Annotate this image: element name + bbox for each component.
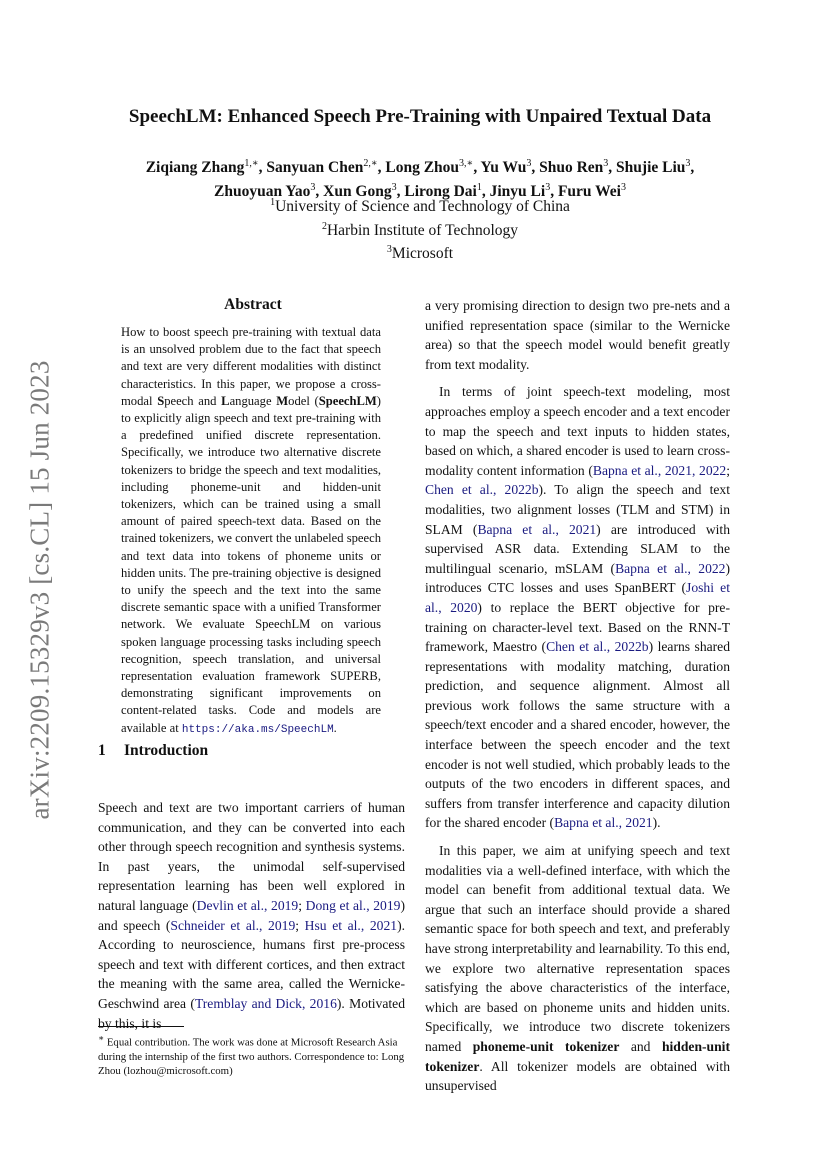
affiliation-name: University of Science and Technology of China: [275, 198, 570, 216]
citation-link[interactable]: Dong et al., 2019: [305, 897, 401, 913]
abstract-heading: Abstract: [224, 296, 282, 313]
citation-link[interactable]: Chen et al., 2022b: [425, 482, 539, 498]
body-text: ) are introduced with supervised ASR data. Extending SLAM to the multilingual scenario, mSLAM (: [425, 521, 730, 576]
abstract-bold: SpeechLM: [318, 393, 377, 408]
body-text: In this paper, we aim at unifying speech and text modalities via a well-defined interface, with which the model can benefit from additional textual data. We argue that such an interface should provide a shared semantic space for both speech and text, and preferably have strong interpretability and learnability. To this end, we explore two alternative representation spaces satisfying the above characteristics of the interface, which are based on phoneme units and hidden units. Specifically, we introduce two discrete tokenizers named: [425, 843, 730, 1054]
footnote-mark: ∗: [98, 1033, 105, 1043]
abstract-bold: S: [157, 393, 165, 408]
author: Shujie Liu: [616, 159, 686, 177]
author: Sanyuan Chen: [266, 159, 364, 177]
section-title: Introduction: [124, 742, 209, 759]
paragraph: [425, 841, 730, 1096]
author: Lirong Dai: [404, 182, 477, 200]
body-text: ) introduces CTC losses and uses SpanBERT (: [425, 560, 730, 596]
abstract-text: peech: [164, 393, 194, 408]
abstract-text: and: [193, 393, 222, 408]
body-text: Speech and text are two important carriers of human communication, and they can be converted into each other through speech recognition and synthesis systems. In past years, the unimodal self-supervised representation learning has been well explored in natural language (: [98, 800, 405, 913]
author-sup: 3,∗: [459, 158, 474, 169]
citation-link[interactable]: Tremblay and Dick, 2016: [194, 995, 337, 1011]
author-sup: 3: [310, 181, 316, 193]
author: Shuo Ren: [539, 159, 604, 177]
body-text: ). According to neuroscience, humans first pre-process speech and text with different cortices, and then extract the meaning with the same area, called the Wernicke-Geschwind area (: [98, 917, 405, 1011]
abstract-text: ) to explicitly align speech and text pre-training with a predefined unified discrete representation. Specifically, we introduce two alternative discrete tokenizers to bridge the speech and text modalities, including phoneme-unit and hidden-unit tokenizers, which can be trained using a small amount of paired speech-text data. Based on the trained tokenizers, we convert the unlabeled speech and text data into tokens of phoneme units or hidden units. The pre-training objective is designed to unify the speech and the text into the same discrete semantic space with a unified Transformer network. We evaluate SpeechLM on various spoken language processing tasks including speech recognition, speech translation, and universal representation evaluation framework SUPERB, demonstrating significant improvements on content-related tasks. Code and models are available at: [121, 393, 381, 735]
affiliation: [60, 240, 780, 264]
body-text: ;: [726, 462, 730, 478]
body-text: ) and speech (: [98, 897, 405, 933]
footnote-divider: [98, 1026, 184, 1027]
affiliation-name: Harbin Institute of Technology: [326, 221, 519, 239]
author-sup: 3: [526, 158, 532, 169]
body-text: ;: [298, 897, 306, 913]
footnote: [98, 1031, 408, 1079]
author-sup: 3: [620, 181, 626, 193]
author: Long Zhou: [385, 159, 460, 177]
author-sup: 1: [476, 181, 482, 193]
citation-link[interactable]: Bapna et al., 2021, 2022: [592, 462, 727, 478]
body-text: ). Motivated by this, it is: [98, 995, 405, 1031]
affiliation-list: [60, 193, 780, 264]
right-column: [425, 296, 730, 1096]
bold-term: hidden-unit tokenizer: [425, 1038, 730, 1074]
code-link[interactable]: https://aka.ms/SpeechLM: [181, 723, 334, 736]
citation-link[interactable]: Chen et al., 2022b: [546, 639, 649, 655]
abstract-text: How to boost speech pre-training with textual data is an unsolved problem due to the fact that speech and text are very different modalities with distinct characteristics. In this paper, we propose a cross-modal: [121, 325, 381, 408]
affiliation: [60, 193, 780, 217]
author-sup: 2,∗: [363, 158, 378, 169]
body-text: ). To align the speech and text modalities, two alignment losses (TLM and STM) in SLAM (: [425, 482, 730, 537]
author: Ziqiang Zhang: [145, 159, 245, 177]
author: Xun Gong: [323, 182, 392, 200]
author-sup: 1,∗: [244, 158, 259, 169]
paragraph: [425, 382, 730, 833]
section-heading: [98, 742, 208, 760]
author: Yu Wu: [480, 159, 527, 177]
affiliation: [60, 217, 780, 241]
citation-link[interactable]: Bapna et al., 2021: [554, 815, 653, 831]
paragraph: a very promising direction to design two pre-nets and a unified representation space (similar to the Wernicke area) so that the speech model would benefit greatly from text modality.: [425, 298, 730, 372]
bold-term: phoneme-unit tokenizer: [472, 1038, 620, 1054]
affiliation-sup: 2: [321, 220, 327, 232]
citation-link[interactable]: Bapna et al., 2021: [477, 521, 597, 537]
author-line-1: Ziqiang Zhang$^{1,∗}$, Sanyuan Chen$^{2,∗}$, Long Zhou$^{3,∗}$, Yu Wu$^3$, Shuo Ren$^3$, Shujie Liu$^3$,: [145, 158, 695, 177]
citation-link[interactable]: Schneider et al., 2019: [170, 917, 296, 933]
body-text: and: [619, 1038, 662, 1054]
author-sup: 3: [685, 158, 691, 169]
abstract-text: .: [333, 720, 337, 735]
author-sup: 3: [603, 158, 609, 169]
citation-link[interactable]: Hsu et al., 2021: [304, 917, 398, 933]
affiliation-sup: 3: [386, 244, 392, 256]
footnote-text: Equal contribution. The work was done at Microsoft Research Asia during the internship of the first two authors. Correspondence to: Long Zhou (lozhou@microsoft.com): [98, 1036, 405, 1078]
author: Jinyu Li: [489, 182, 546, 200]
body-text: ).: [652, 815, 661, 831]
paper-title: SpeechLM: Enhanced Speech Pre-Training with Unpaired Textual Data: [128, 106, 712, 127]
author: Furu Wei: [557, 182, 621, 200]
body-text: ;: [295, 917, 305, 933]
author-line-2: Zhuoyuan Yao$^3$, Xun Gong$^3$, Lirong Dai$^1$, Jinyu Li$^3$, Furu Wei$^3$: [214, 181, 626, 200]
intro-paragraph-left: [98, 798, 405, 1033]
body-text: In terms of joint speech-text modeling, most approaches employ a speech encoder and a text encoder to map the speech and text inputs to hidden states, based on which, a shared encoder is used to learn cross-modality content information (: [425, 384, 730, 478]
abstract-body: [121, 324, 381, 739]
citation-link[interactable]: Joshi et al., 2020: [425, 580, 730, 615]
abstract-text: odel (: [288, 393, 319, 408]
abstract-text: anguage: [229, 393, 277, 408]
body-text: ) learns shared representations with modality matching, duration prediction, and sequence alignment. Almost all previous work follows the same structure with a speech/text encoder and a shared encoder, however, the interface between the speech encoder and the text encoder is not well studied, which probably leads to the outputs of the two encoders in different spaces, and suffers from transfer interference and capacity dilution for the shared encoder (: [425, 639, 731, 831]
citation-link[interactable]: Bapna et al., 2022: [615, 560, 726, 576]
section-number: 1: [98, 742, 106, 759]
author-sup: 3: [391, 181, 397, 193]
abstract-bold: M: [276, 393, 289, 408]
abstract-bold: L: [221, 393, 230, 408]
body-text: ) to replace the BERT objective for pre-training on character-level text. Based on the RNN-T framework, Maestro (: [425, 599, 730, 655]
citation-link[interactable]: Devlin et al., 2019: [196, 897, 299, 913]
author-sup: 3: [545, 181, 551, 193]
body-text: . All tokenizer models are obtained with unsupervised: [425, 1058, 730, 1094]
affiliation-sup: 1: [270, 197, 276, 208]
arxiv-side-stamp: arXiv:2209.15329v3 [cs.CL] 15 Jun 2023: [24, 360, 55, 820]
author: Zhuoyuan Yao: [214, 182, 311, 200]
affiliation-name: Microsoft: [391, 245, 454, 263]
